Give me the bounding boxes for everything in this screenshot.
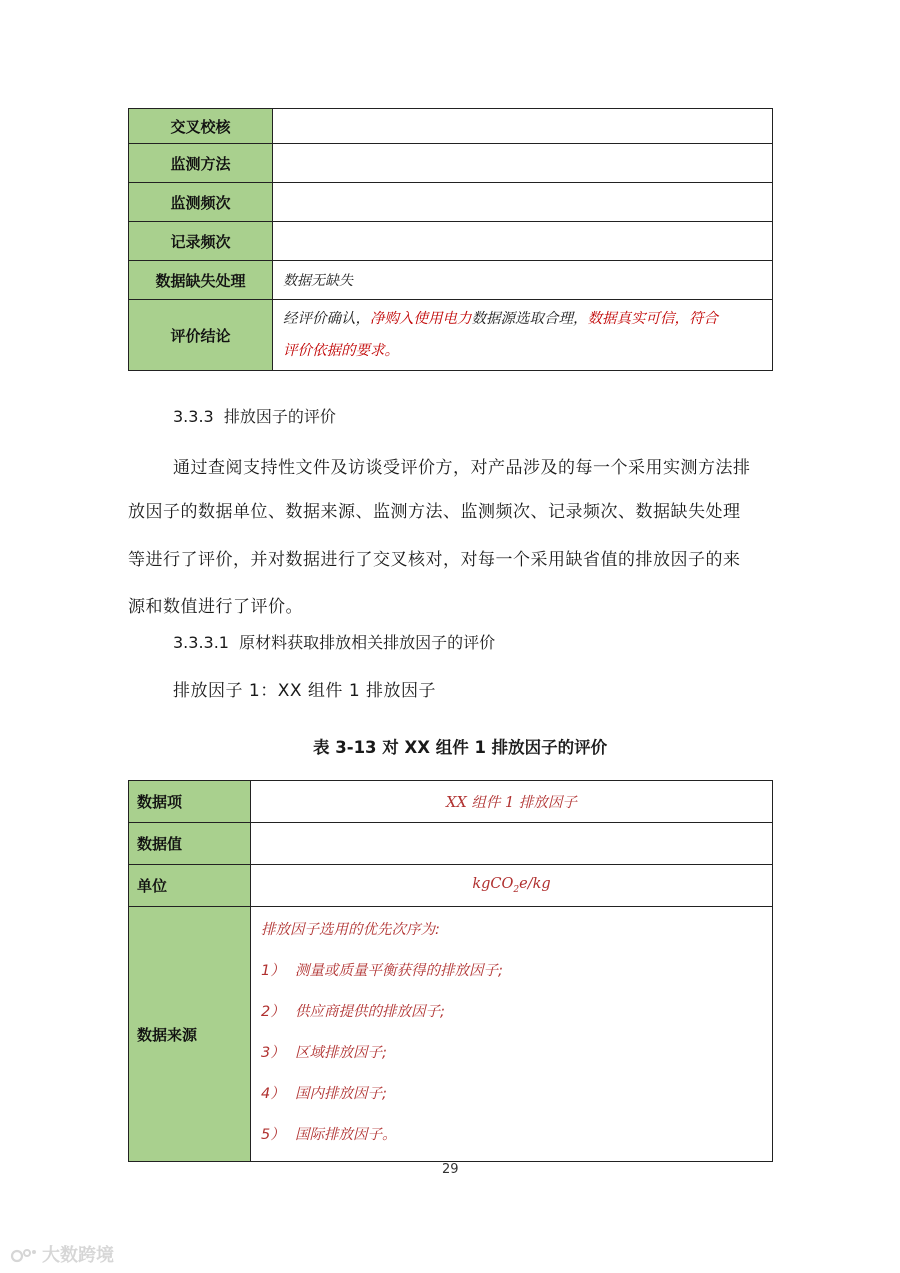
unit-value bbox=[251, 865, 773, 907]
list-item-number: 1） bbox=[261, 963, 285, 979]
table-row bbox=[129, 300, 773, 371]
factor-line: 排放因子 1：XX 组件 1 排放因子 bbox=[173, 681, 437, 701]
row-label: 监测频次 bbox=[129, 183, 273, 222]
item-label: 数据项 bbox=[129, 781, 251, 823]
conclusion-label: 评价结论 bbox=[129, 300, 273, 371]
subsection-number: 3.3.3.1 bbox=[173, 633, 229, 652]
section-heading-text: 排放因子的评价 bbox=[223, 407, 336, 426]
table-row bbox=[129, 144, 773, 183]
source-label: 数据来源 bbox=[129, 907, 251, 1162]
conclusion-value bbox=[273, 300, 773, 371]
watermark bbox=[10, 1241, 114, 1267]
conclusion-part2: 净购入使用电力 bbox=[370, 311, 472, 327]
list-item-number: 3） bbox=[261, 1045, 285, 1061]
table-row bbox=[129, 261, 773, 300]
missing-data-value: 数据无缺失 bbox=[273, 261, 773, 300]
table-row bbox=[129, 781, 773, 823]
list-item-text: 供应商提供的排放因子; bbox=[295, 1004, 445, 1020]
list-item-text: 国内排放因子; bbox=[295, 1086, 387, 1102]
row-label: 交叉校核 bbox=[129, 109, 273, 144]
list-item-number: 2） bbox=[261, 1004, 285, 1020]
section-heading-number: 3.3.3 bbox=[173, 407, 214, 426]
list-item bbox=[261, 1038, 772, 1079]
table-row bbox=[129, 183, 773, 222]
paragraph-line: 等进行了评价，并对数据进行了交叉核对，对每一个采用缺省值的排放因子的来 bbox=[128, 550, 741, 570]
row-label: 记录频次 bbox=[129, 222, 273, 261]
list-item bbox=[261, 956, 772, 997]
table-row bbox=[129, 865, 773, 907]
item-value: XX 组件 1 排放因子 bbox=[251, 781, 773, 823]
row-value bbox=[273, 183, 773, 222]
table-row bbox=[129, 109, 773, 144]
data-evaluation-table bbox=[128, 108, 773, 371]
list-item bbox=[261, 997, 772, 1038]
conclusion-part4: 数据真实可信，符合 bbox=[587, 311, 718, 327]
value-value bbox=[251, 823, 773, 865]
table-caption: 表 3-13 对 XX 组件 1 排放因子的评价 bbox=[313, 738, 608, 757]
page-number: 29 bbox=[442, 1162, 459, 1177]
paragraph-line: 通过查阅支持性文件及访谈受评价方，对产品涉及的每一个采用实测方法排 bbox=[173, 458, 751, 478]
list-item-text: 区域排放因子; bbox=[295, 1045, 387, 1061]
row-label: 数据缺失处理 bbox=[129, 261, 273, 300]
table-row bbox=[129, 222, 773, 261]
row-value bbox=[273, 109, 773, 144]
list-item bbox=[261, 1120, 772, 1161]
table-row bbox=[129, 823, 773, 865]
watermark-logo-icon bbox=[10, 1246, 38, 1266]
list-item-text: 国际排放因子。 bbox=[295, 1127, 397, 1143]
list-item-text: 测量或质量平衡获得的排放因子; bbox=[295, 963, 503, 979]
list-item-number: 4） bbox=[261, 1086, 285, 1102]
subsection-heading bbox=[173, 630, 495, 653]
source-intro: 排放因子选用的优先次序为: bbox=[261, 922, 440, 938]
row-value bbox=[273, 222, 773, 261]
source-value bbox=[251, 907, 773, 1162]
row-value bbox=[273, 144, 773, 183]
unit-pre: kgCO bbox=[472, 876, 514, 893]
section-heading bbox=[173, 404, 336, 427]
paragraph-line: 放因子的数据单位、数据来源、监测方法、监测频次、记录频次、数据缺失处理 bbox=[128, 502, 741, 522]
emission-factor-table bbox=[128, 780, 773, 1162]
unit-sub: 2 bbox=[513, 884, 520, 895]
conclusion-part1: 经评价确认， bbox=[283, 311, 370, 327]
table-row bbox=[129, 907, 773, 1162]
conclusion-part5: 评价依据的要求。 bbox=[283, 343, 399, 359]
conclusion-part3: 数据源选取合理， bbox=[471, 311, 588, 327]
unit-post: e/kg bbox=[519, 876, 551, 893]
paragraph-line: 源和数值进行了评价。 bbox=[128, 597, 303, 617]
value-label: 数据值 bbox=[129, 823, 251, 865]
row-label: 监测方法 bbox=[129, 144, 273, 183]
list-item-number: 5） bbox=[261, 1127, 285, 1143]
unit-label: 单位 bbox=[129, 865, 251, 907]
list-item bbox=[261, 1079, 772, 1120]
watermark-text: 大数跨境 bbox=[42, 1245, 114, 1266]
subsection-text: 原材料获取排放相关排放因子的评价 bbox=[239, 633, 496, 652]
